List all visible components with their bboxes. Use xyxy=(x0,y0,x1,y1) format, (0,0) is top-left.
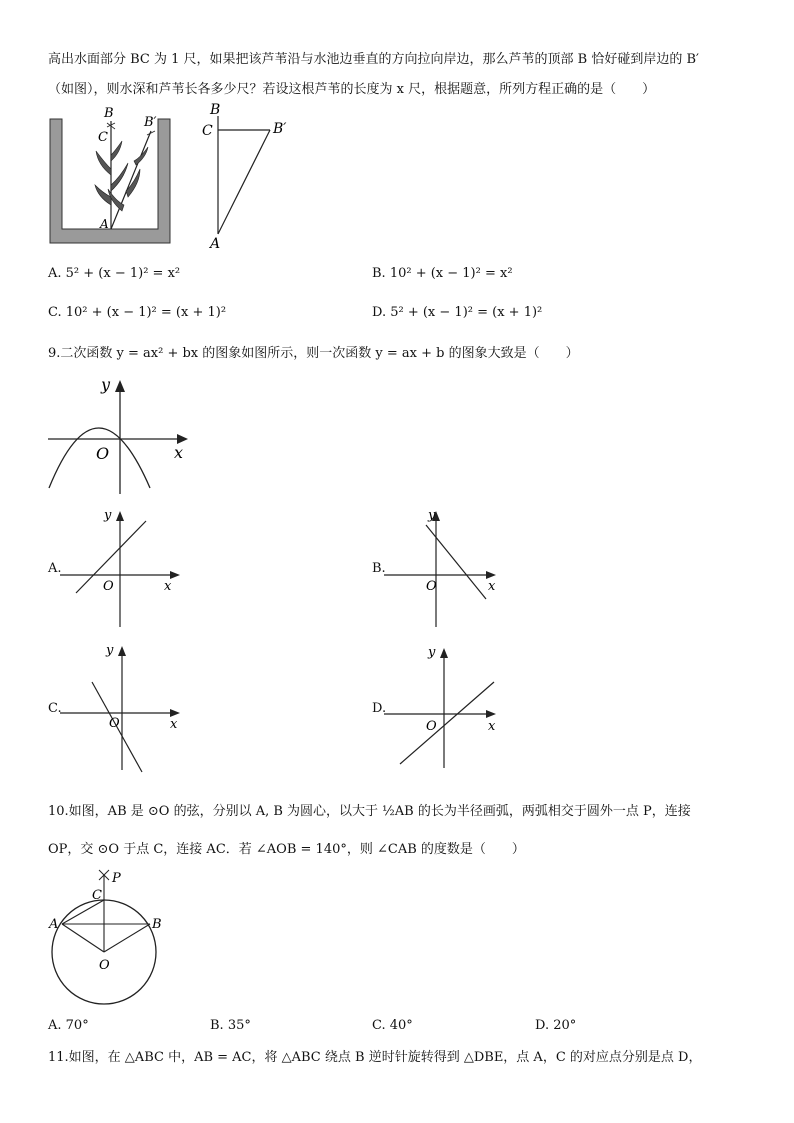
q10-label-B: B xyxy=(152,917,162,932)
q9-option-b-graph xyxy=(384,505,514,630)
q8-option-c: C. 10² + (x − 1)² = (x + 1)² xyxy=(48,305,227,320)
q10-label-O: O xyxy=(99,958,110,973)
q9-c-origin-label: O xyxy=(109,716,120,731)
q9-option-d-label: D. xyxy=(372,701,387,716)
q9-option-a-label: A. xyxy=(48,561,62,576)
q8-tri-label-Bprime: B′ xyxy=(273,121,287,137)
q8-label-B: B xyxy=(104,106,114,121)
q10-label-A: A xyxy=(49,917,59,932)
q8-option-d: D. 5² + (x − 1)² = (x + 1)² xyxy=(372,305,543,320)
q9-x-label: x xyxy=(174,443,184,462)
q9-c-x-label: x xyxy=(170,717,178,732)
q9-parabola-graph xyxy=(46,374,196,499)
q10-label-C: C xyxy=(92,888,102,903)
q9-d-x-label: x xyxy=(488,719,496,734)
q9-b-y-label: y xyxy=(428,508,436,523)
q9-b-x-label: x xyxy=(488,579,496,594)
q9-d-origin-label: O xyxy=(426,719,437,734)
q8-pond-figure xyxy=(48,105,178,250)
q9-d-y-label: y xyxy=(428,645,436,660)
q10-label-P: P xyxy=(112,871,121,886)
q9-b-origin-label: O xyxy=(426,579,437,594)
q10-text-line1: 10.如图，AB 是 ⊙O 的弦，分别以 A, B 为圆心，以大于 ½AB 的长为半径画弧，两弧相交于圆外一点 P，连接 xyxy=(48,804,691,819)
q8-tri-label-B: B xyxy=(210,102,221,118)
q8-triangle-figure xyxy=(200,100,300,250)
q8-option-a: A. 5² + (x − 1)² = x² xyxy=(48,266,181,281)
q10-option-a: A. 70° xyxy=(48,1018,89,1033)
q9-option-a-graph xyxy=(60,505,190,630)
q10-circle-figure xyxy=(46,866,176,1011)
q8-label-Bprime: B′ xyxy=(144,115,157,130)
q9-y-label: y xyxy=(101,375,111,394)
q9-a-origin-label: O xyxy=(103,579,114,594)
q10-text-line2: OP，交 ⊙O 于点 C，连接 AC．若 ∠AOB = 140°，则 ∠CAB 的度数是（ ） xyxy=(48,842,525,857)
q9-option-c-graph xyxy=(60,640,190,775)
q9-option-d-graph xyxy=(384,642,514,772)
q9-a-x-label: x xyxy=(164,579,172,594)
q9-origin-label: O xyxy=(96,444,110,463)
q10-option-d: D. 20° xyxy=(535,1018,577,1033)
q9-c-y-label: y xyxy=(106,643,114,658)
q10-option-c: C. 40° xyxy=(372,1018,413,1033)
q9-option-c-label: C. xyxy=(48,701,62,716)
q10-option-b: B. 35° xyxy=(210,1018,251,1033)
q11-text: 11.如图，在 △ABC 中，AB = AC，将 △ABC 绕点 B 逆时针旋转得到 △DBE，点 A，C 的对应点分别是点 D， xyxy=(48,1050,702,1065)
q8-tri-label-A: A xyxy=(210,236,221,252)
q8-label-C: C xyxy=(98,130,108,145)
q9-a-y-label: y xyxy=(104,508,112,523)
q8-tri-label-C: C xyxy=(202,123,213,139)
q9-text: 9.二次函数 y = ax² + bx 的图象如图所示，则一次函数 y = ax + b 的图象大致是（ ） xyxy=(48,346,579,361)
q9-option-b-label: B. xyxy=(372,561,386,576)
q8-text-line2: （如图），则水深和芦苇长各多少尺？若设这根芦苇的长度为 x 尺，根据题意，所列方程正确的是（ ） xyxy=(48,82,656,97)
q8-text-line1: 高出水面部分 BC 为 1 尺，如果把该芦苇沿与水池边垂直的方向拉向岸边，那么芦苇的顶部 B 恰好碰到岸边的 B′ xyxy=(48,52,699,67)
q8-label-A: A xyxy=(100,217,109,231)
q8-option-b: B. 10² + (x − 1)² = x² xyxy=(372,266,513,281)
